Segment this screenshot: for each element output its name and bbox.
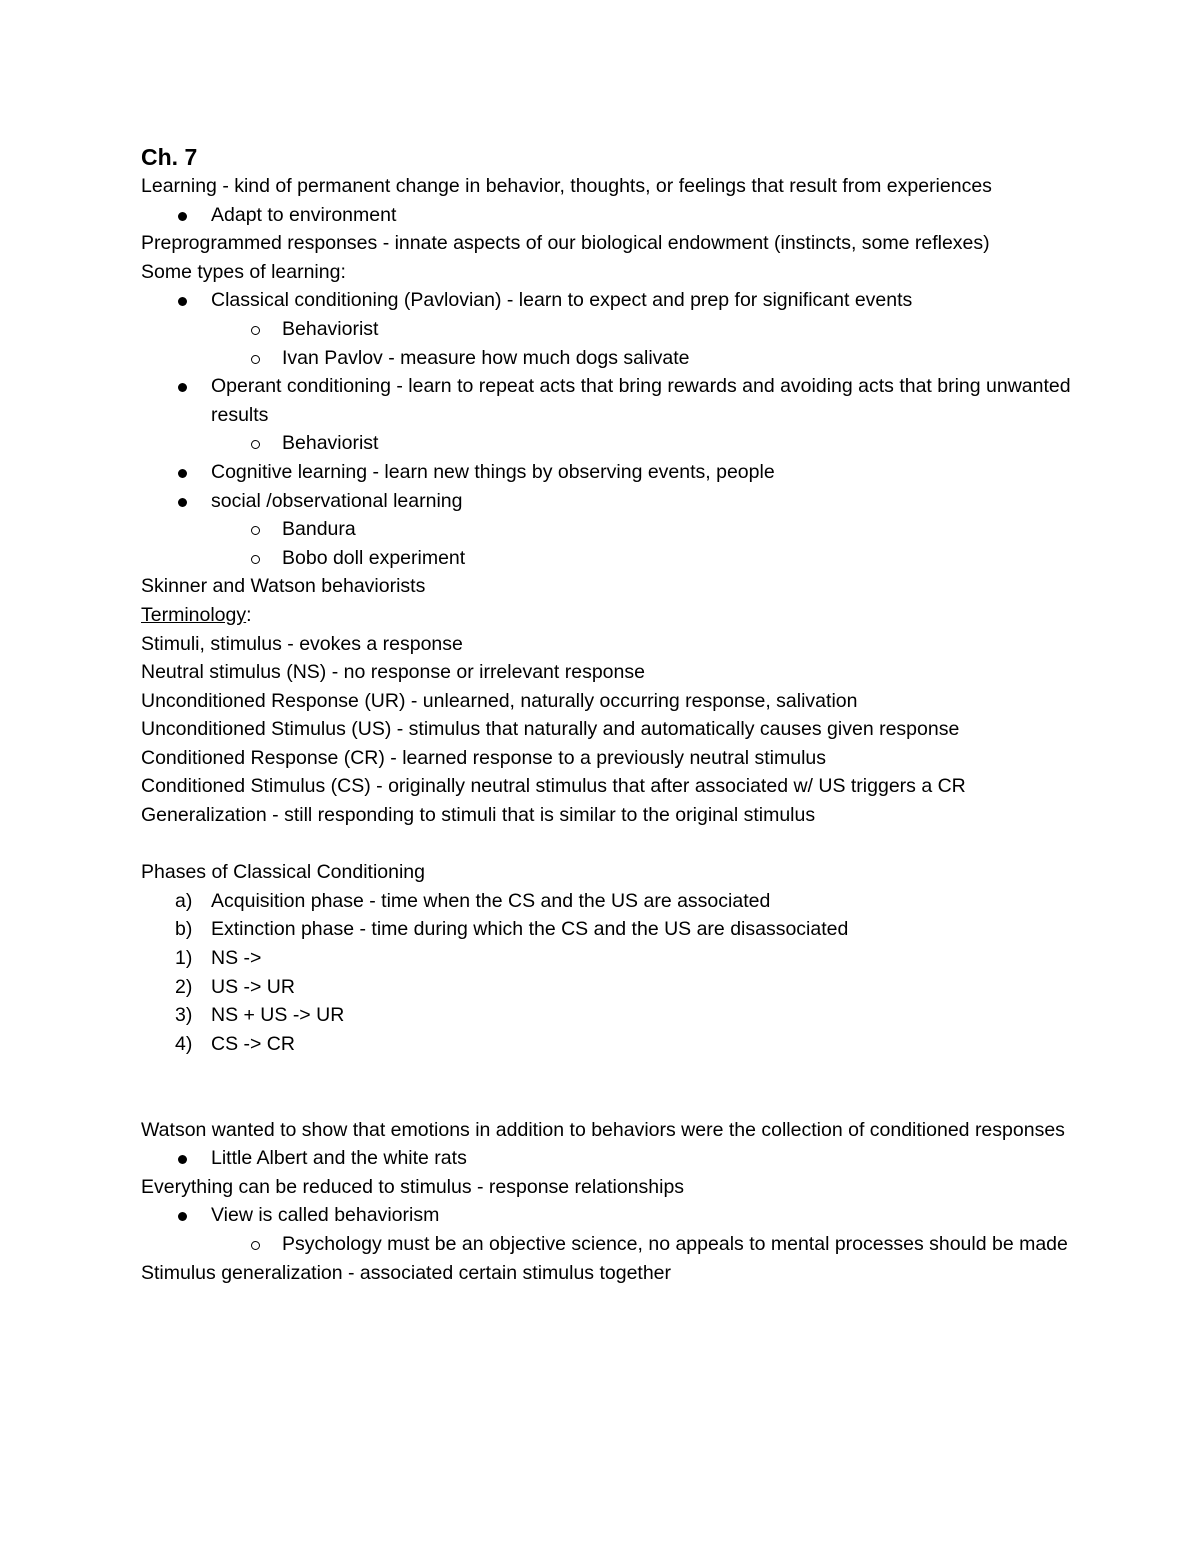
list-item: 3) NS + US -> UR [175, 1004, 345, 1027]
circle-bullet-icon [251, 555, 260, 564]
list-item: Adapt to environment [141, 201, 1076, 230]
spacer [141, 1058, 1076, 1087]
terminology-heading: Terminology: [141, 603, 252, 626]
preprogrammed-definition: Preprogrammed responses - innate aspects of our biological endowment (instincts, some reflexes) [141, 232, 990, 255]
bullet-list [141, 201, 1076, 230]
watson-paragraph: Watson wanted to show that emotions in addition to behaviors were the collection of conditioned responses [141, 1118, 1065, 1141]
bullet-icon [178, 383, 187, 392]
learning-definition: Learning - kind of permanent change in behavior, thoughts, or feelings that result from experiences [141, 175, 992, 197]
sub-list-item: Behaviorist [141, 315, 1076, 344]
stimulus-generalization-line: Stimulus generalization - associated certain stimulus together [141, 1261, 672, 1284]
bullet-icon [178, 1155, 187, 1164]
circle-bullet-icon [251, 355, 260, 364]
term-line: Conditioned Response (CR) - learned response to a previously neutral stimulus [141, 746, 827, 769]
term-line: Stimuli, stimulus - evokes a response [141, 632, 463, 655]
bullet-list [141, 1201, 1076, 1258]
term-line: Unconditioned Response (UR) - unlearned, naturally occurring response, salivation [141, 689, 858, 712]
list-item: 1) NS -> [175, 947, 262, 970]
bullet-list [141, 1144, 1076, 1173]
bullet-icon [178, 498, 187, 507]
term-line: Unconditioned Stimulus (US) - stimulus that naturally and automatically causes given response [141, 718, 960, 741]
list-item: a) Acquisition phase - time when the CS and the US are associated [175, 889, 771, 912]
circle-bullet-icon [251, 326, 260, 335]
circle-bullet-icon [251, 1241, 260, 1250]
phases-list [141, 887, 1076, 1059]
list-item: Operant conditioning - learn to repeat acts that bring rewards and avoiding acts that bring unwanted results [141, 372, 1076, 429]
term-line: Conditioned Stimulus (CS) - originally neutral stimulus that after associated w/ US triggers a CR [141, 775, 966, 798]
sub-list-item: Behaviorist [141, 429, 1076, 458]
circle-bullet-icon [251, 440, 260, 449]
types-list [141, 286, 1076, 572]
bullet-icon [178, 1212, 187, 1221]
list-item: View is called behaviorism [141, 1201, 1076, 1230]
everything-line: Everything can be reduced to stimulus - response relationships [141, 1175, 685, 1198]
bullet-icon [178, 469, 187, 478]
spacer [141, 1087, 1076, 1116]
bullet-icon [178, 212, 187, 221]
sub-list-item: Ivan Pavlov - measure how much dogs salivate [141, 344, 1076, 373]
circle-bullet-icon [251, 526, 260, 535]
skinner-line: Skinner and Watson behaviorists [141, 575, 426, 598]
spacer [141, 830, 1076, 859]
list-item: social /observational learning [141, 487, 1076, 516]
term-line: Neutral stimulus (NS) - no response or irrelevant response [141, 661, 645, 684]
term-line: Generalization - still responding to stimuli that is similar to the original stimulus [141, 804, 816, 827]
page-title: Ch. 7 [141, 144, 198, 170]
list-item: Cognitive learning - learn new things by observing events, people [141, 458, 1076, 487]
list-item: Classical conditioning (Pavlovian) - learn to expect and prep for significant events [141, 286, 1076, 315]
list-item: b) Extinction phase - time during which the CS and the US are disassociated [175, 918, 849, 941]
list-item: Little Albert and the white rats [141, 1144, 1076, 1173]
bullet-icon [178, 297, 187, 306]
list-item: 4) CS -> CR [175, 1032, 295, 1055]
document-content [141, 142, 1076, 1287]
sub-list-item: Bobo doll experiment [141, 544, 1076, 573]
sub-list-item: Psychology must be an objective science, no appeals to mental processes should be made [141, 1230, 1076, 1259]
list-item: 2) US -> UR [175, 975, 295, 998]
sub-list-item: Bandura [141, 515, 1076, 544]
types-heading: Some types of learning: [141, 260, 346, 283]
phases-heading: Phases of Classical Conditioning [141, 861, 425, 884]
